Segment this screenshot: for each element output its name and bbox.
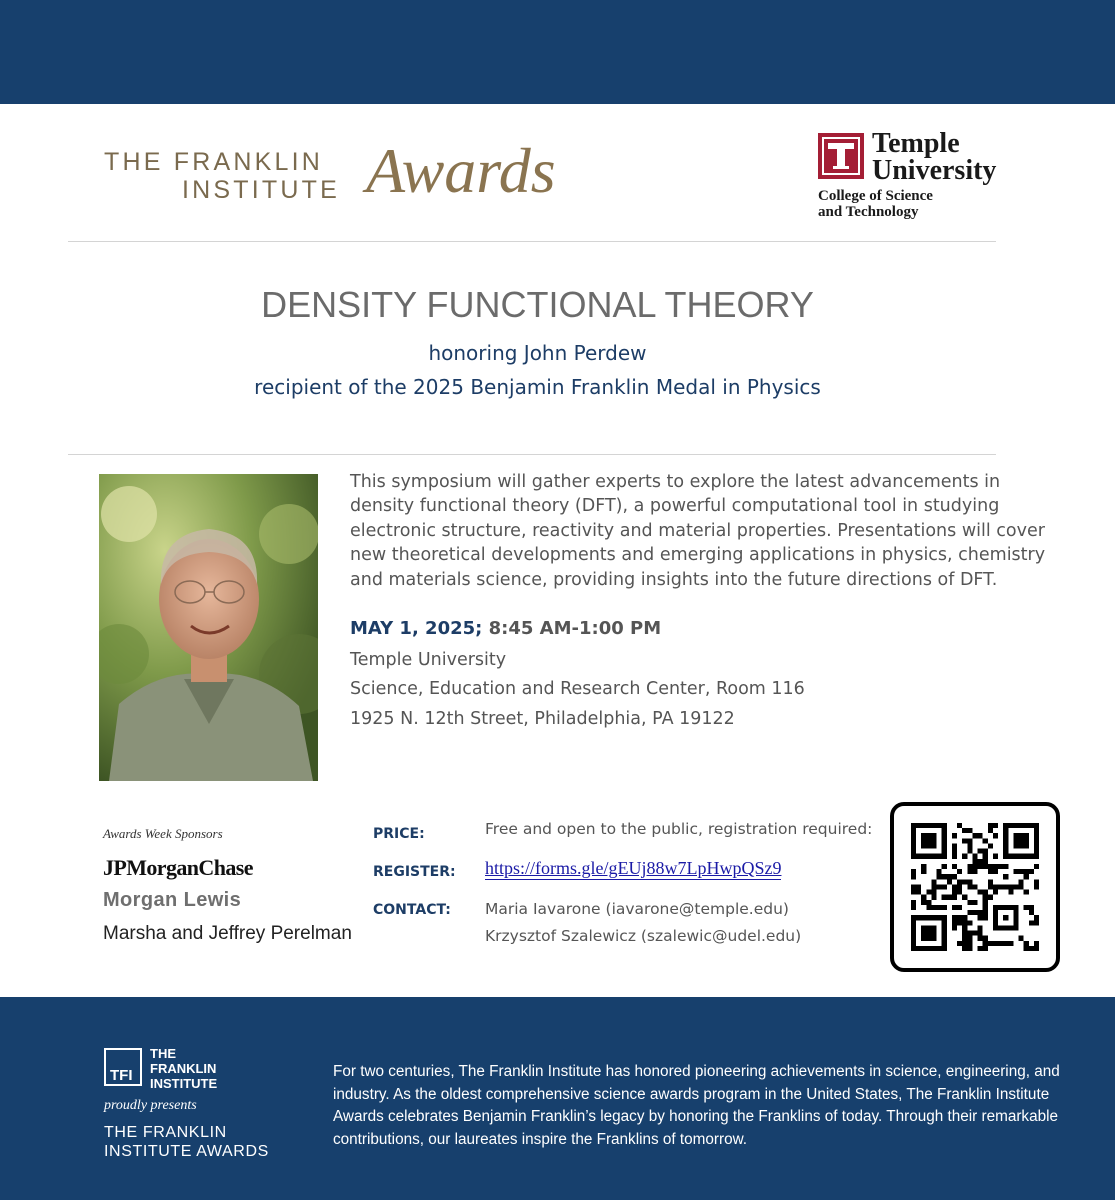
venue-line2: Science, Education and Research Center, Room 116 xyxy=(350,679,805,699)
honoree-portrait xyxy=(99,474,318,781)
qr-code[interactable] xyxy=(890,802,1060,972)
franklin-logo-awards-script: Awards xyxy=(366,135,556,206)
divider-middle xyxy=(68,454,996,455)
event-description: This symposium will gather experts to explore the latest advancements in density functional theory (DFT), a powerful computational tool in studying electronic structure, reactivity and material properties. Presentations will cover new theoretical developments and emerging applications in physics, chemistry and materials science, providing insights into the future directions of DFT. xyxy=(350,472,1046,590)
top-banner xyxy=(0,0,1115,104)
venue-line3: 1925 N. 12th Street, Philadelphia, PA 19122 xyxy=(350,709,735,729)
event-subtitle-honoree: honoring John Perdew xyxy=(428,341,647,365)
qr-code-icon xyxy=(911,823,1039,951)
sponsor-jpmorganchase: JPMorganChase xyxy=(103,855,253,880)
event-datetime xyxy=(350,618,661,639)
sponsor-perelman: Marsha and Jeffrey Perelman xyxy=(103,923,352,944)
footer-awards-name: THE FRANKLIN INSTITUTE AWARDS xyxy=(104,1124,269,1160)
contact-iavarone: Maria Iavarone (iavarone@temple.edu) xyxy=(485,900,789,918)
price-value: Free and open to the public, registration required: xyxy=(485,820,873,838)
sponsors-heading: Awards Week Sponsors xyxy=(103,826,223,841)
tfi-logo-icon: TFI xyxy=(104,1048,142,1086)
event-date: MAY 1, 2025; xyxy=(350,618,483,639)
event-time: 8:45 AM-1:00 PM xyxy=(488,618,662,639)
register-label: REGISTER: xyxy=(373,864,456,880)
contact-szalewicz: Krzysztof Szalewicz (szalewic@udel.edu) xyxy=(485,927,802,945)
register-link[interactable]: https://forms.gle/gEUj88w7LpHwpQSz9 xyxy=(485,858,782,878)
franklin-logo-line1: THE FRANKLIN xyxy=(104,148,323,176)
temple-name: Temple University xyxy=(872,128,997,186)
footer-proudly-presents: proudly presents xyxy=(104,1098,197,1113)
event-subtitle-medal: recipient of the 2025 Benjamin Franklin Medal in Physics xyxy=(254,375,821,399)
divider-top xyxy=(68,241,996,242)
footer-description: For two centuries, The Franklin Institute has honored pioneering achievements in science, engineering, and industry. As the oldest comprehensive science awards program in the United States, The Franklin Institute Awards celebrates Benjamin Franklin’s legacy by honoring the Franklins of today. Through their remarkable contributions, our laureates inspire the Franklins of tomorrow. xyxy=(333,1063,1060,1148)
price-label: PRICE: xyxy=(373,826,425,842)
sponsor-morgan-lewis: Morgan Lewis xyxy=(103,889,242,911)
franklin-logo-line2: INSTITUTE xyxy=(182,176,340,204)
footer-logo-name: THE FRANKLIN INSTITUTE xyxy=(150,1046,218,1091)
temple-t-icon xyxy=(818,133,864,179)
event-title: DENSITY FUNCTIONAL THEORY xyxy=(261,284,814,325)
venue-line1: Temple University xyxy=(350,650,507,670)
temple-university-logo xyxy=(818,128,1018,223)
contact-label: CONTACT: xyxy=(373,902,451,918)
temple-college-name: College of Science and Technology xyxy=(818,188,933,220)
